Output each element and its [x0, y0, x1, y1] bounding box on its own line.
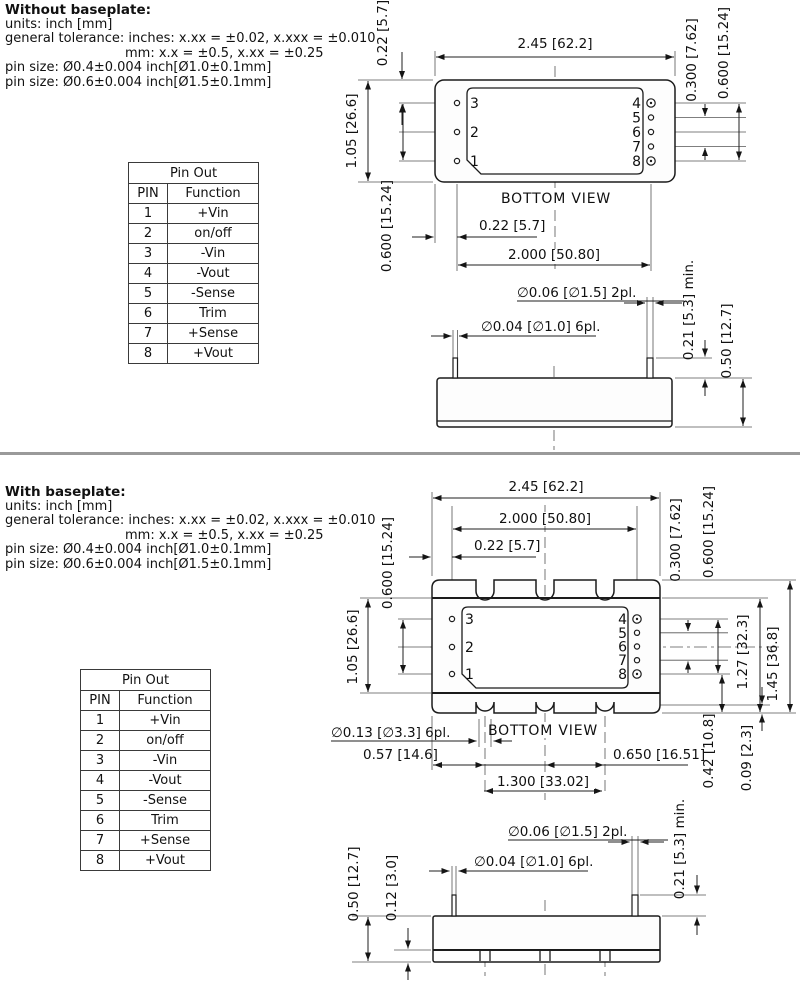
dim-pin-row-offset: 0.22 [5.7]	[375, 0, 391, 67]
drawing-with-baseplate	[0, 455, 800, 982]
pin-number-label: 8	[632, 154, 641, 170]
dim-width: 2.45 [62.2]	[517, 36, 593, 52]
dim-pin-col-offset: 0.22 [5.7]	[479, 218, 546, 234]
table-row: 6 Trim	[129, 304, 259, 324]
dim-big-pin-dia: ∅0.06 [∅1.5] 2pl.	[508, 824, 628, 840]
dim-left-pin-span: 0.600 [15.24]	[379, 179, 395, 273]
pin-7-hole	[648, 144, 653, 149]
table-row: 1 +Vin	[129, 204, 259, 224]
dim-slot-span: 1.300 [33.02]	[496, 774, 590, 790]
table-row: 5 -Sense	[129, 284, 259, 304]
pin-table-header-function: Function	[120, 691, 211, 711]
pin-3-hole	[454, 100, 459, 105]
pin-number-label: 7	[618, 653, 627, 670]
dim-slot-dia: ∅0.13 [∅3.3] 6pl.	[331, 725, 451, 741]
dim-pin-length-min: 0.21 [5.3] min.	[672, 798, 688, 900]
table-row: 5 -Sense	[81, 791, 211, 811]
dim-case-height: 0.50 [12.7]	[346, 846, 362, 922]
pin-1-hole	[454, 158, 459, 163]
pin-1-hole	[449, 671, 454, 676]
pin-number-label: 1	[470, 154, 479, 170]
table-row: 3 -Vin	[129, 244, 259, 264]
pin-number-label: 4	[632, 96, 641, 112]
pin-number-label: 2	[465, 640, 474, 656]
section-heading: With baseplate:	[5, 484, 126, 500]
dim-small-pin-dia: ∅0.04 [∅1.0] 6pl.	[481, 319, 601, 335]
pin-table-title: Pin Out	[129, 163, 259, 184]
baseplate-bottom-view	[432, 580, 660, 713]
pin-table-header-function: Function	[168, 184, 259, 204]
note-line: mm: x.x = ±0.5, x.xx = ±0.25	[125, 527, 324, 543]
drawing-without-baseplate	[0, 0, 800, 452]
dim-bp-inner-height: 1.27 [32.3]	[735, 614, 751, 690]
note-line: mm: x.x = ±0.5, x.xx = ±0.25	[125, 45, 324, 61]
pin-6-hole	[634, 644, 639, 649]
module-side-view	[437, 358, 672, 450]
note-line: pin size: Ø0.6±0.004 inch[Ø1.5±0.1mm]	[5, 74, 272, 90]
module-side-body	[437, 378, 672, 427]
pin-number-label: 6	[618, 639, 627, 656]
large-pin-side	[647, 358, 653, 378]
section-heading: Without baseplate:	[5, 2, 151, 18]
dim-bp-thickness: 0.12 [3.0]	[384, 854, 400, 922]
dim-right-pin-span-a: 0.300 [7.62]	[684, 18, 700, 102]
pin-number-label: 6	[632, 125, 641, 141]
dim-body-height: 1.05 [26.6]	[344, 93, 360, 169]
small-pin-side	[452, 895, 456, 916]
dim-slot-spacing: 0.650 [16.51]	[613, 747, 706, 763]
dim-slot-to-edge: 0.09 [2.3]	[739, 724, 755, 792]
module-inner-face	[462, 607, 628, 688]
pin-6-hole	[648, 129, 653, 134]
dim-pin-col-span: 2.000 [50.80]	[507, 247, 601, 263]
table-row: 8 +Vout	[129, 344, 259, 364]
pin-3-hole	[449, 616, 454, 621]
pin-number-label: 4	[618, 612, 627, 628]
pin-5-hole	[634, 630, 639, 635]
table-row: 1 +Vin	[81, 711, 211, 731]
pin-5-hole	[648, 115, 653, 120]
large-pin-side	[632, 895, 638, 916]
table-row: 2 on/off	[81, 731, 211, 751]
dim-pin-length-min: 0.21 [5.3] min.	[681, 259, 697, 361]
table-row: 6 Trim	[81, 811, 211, 831]
module-bottom-view	[435, 80, 675, 182]
pin-number-label: 5	[618, 625, 627, 642]
pin-8-center	[650, 160, 652, 162]
pin-table-title: Pin Out	[81, 670, 211, 691]
note-line: units: inch [mm]	[5, 498, 113, 514]
dim-right-pin-span-b: 0.600 [15.24]	[701, 485, 717, 579]
table-row: 3 -Vin	[81, 751, 211, 771]
dim-right-pin-span-b: 0.600 [15.24]	[716, 6, 732, 100]
pin-number-label: 1	[465, 667, 474, 683]
module-inner-face	[467, 88, 643, 174]
view-label: BOTTOM VIEW	[488, 723, 598, 739]
dim-case-height: 0.50 [12.7]	[719, 303, 735, 379]
pin-8-center	[636, 673, 638, 675]
note-line: pin size: Ø0.6±0.004 inch[Ø1.5±0.1mm]	[5, 556, 272, 572]
note-line: general tolerance: inches: x.xx = ±0.02, x.xxx = ±0.010	[5, 31, 376, 46]
pin-number-label: 3	[465, 612, 474, 628]
table-row: 7 +Sense	[129, 324, 259, 344]
pin-2-hole	[449, 644, 454, 649]
dim-body-height: 1.05 [26.6]	[345, 609, 361, 685]
dim-small-pin-dia: ∅0.04 [∅1.0] 6pl.	[474, 854, 594, 870]
note-line: pin size: Ø0.4±0.004 inch[Ø1.0±0.1mm]	[5, 542, 272, 557]
dim-big-pin-dia: ∅0.06 [∅1.5] 2pl.	[517, 285, 637, 301]
note-line: units: inch [mm]	[5, 16, 113, 32]
table-row: 4 -Vout	[129, 264, 259, 284]
dim-width: 2.45 [62.2]	[508, 479, 584, 495]
pin-table-header-pin: PIN	[81, 691, 120, 711]
baseplate-side-view	[433, 895, 660, 976]
pin-4-center	[636, 618, 638, 620]
pin-table-header-pin: PIN	[129, 184, 168, 204]
pin-number-label: 5	[632, 110, 641, 127]
pin-number-label: 2	[470, 125, 479, 141]
small-pin-side	[453, 358, 458, 378]
table-row: 2 on/off	[129, 224, 259, 244]
dim-bp-outer-height: 1.45 [36.8]	[765, 626, 781, 702]
dim-pin-col-offset: 0.22 [5.7]	[474, 538, 541, 554]
pin-number-label: 7	[632, 139, 641, 156]
pin-2-hole	[454, 129, 459, 134]
dim-slot-offset: 0.57 [14.6]	[363, 747, 438, 763]
dim-pin-col-span: 2.000 [50.80]	[498, 511, 592, 527]
table-row: 7 +Sense	[81, 831, 211, 851]
pin-number-label: 3	[470, 96, 479, 112]
pin-7-hole	[634, 658, 639, 663]
dim-left-pin-span: 0.600 [15.24]	[380, 516, 396, 610]
dim-pin-to-edge: 0.42 [10.8]	[701, 713, 717, 789]
table-row: 4 -Vout	[81, 771, 211, 791]
pin-4-center	[650, 102, 652, 104]
dim-right-pin-span-a: 0.300 [7.62]	[668, 498, 684, 582]
pin-number-label: 8	[618, 667, 627, 683]
note-line: general tolerance: inches: x.xx = ±0.02, x.xxx = ±0.010	[5, 513, 376, 528]
module-side-body	[433, 916, 660, 962]
note-line: pin size: Ø0.4±0.004 inch[Ø1.0±0.1mm]	[5, 60, 272, 75]
table-row: 8 +Vout	[81, 851, 211, 871]
view-label: BOTTOM VIEW	[501, 191, 611, 207]
